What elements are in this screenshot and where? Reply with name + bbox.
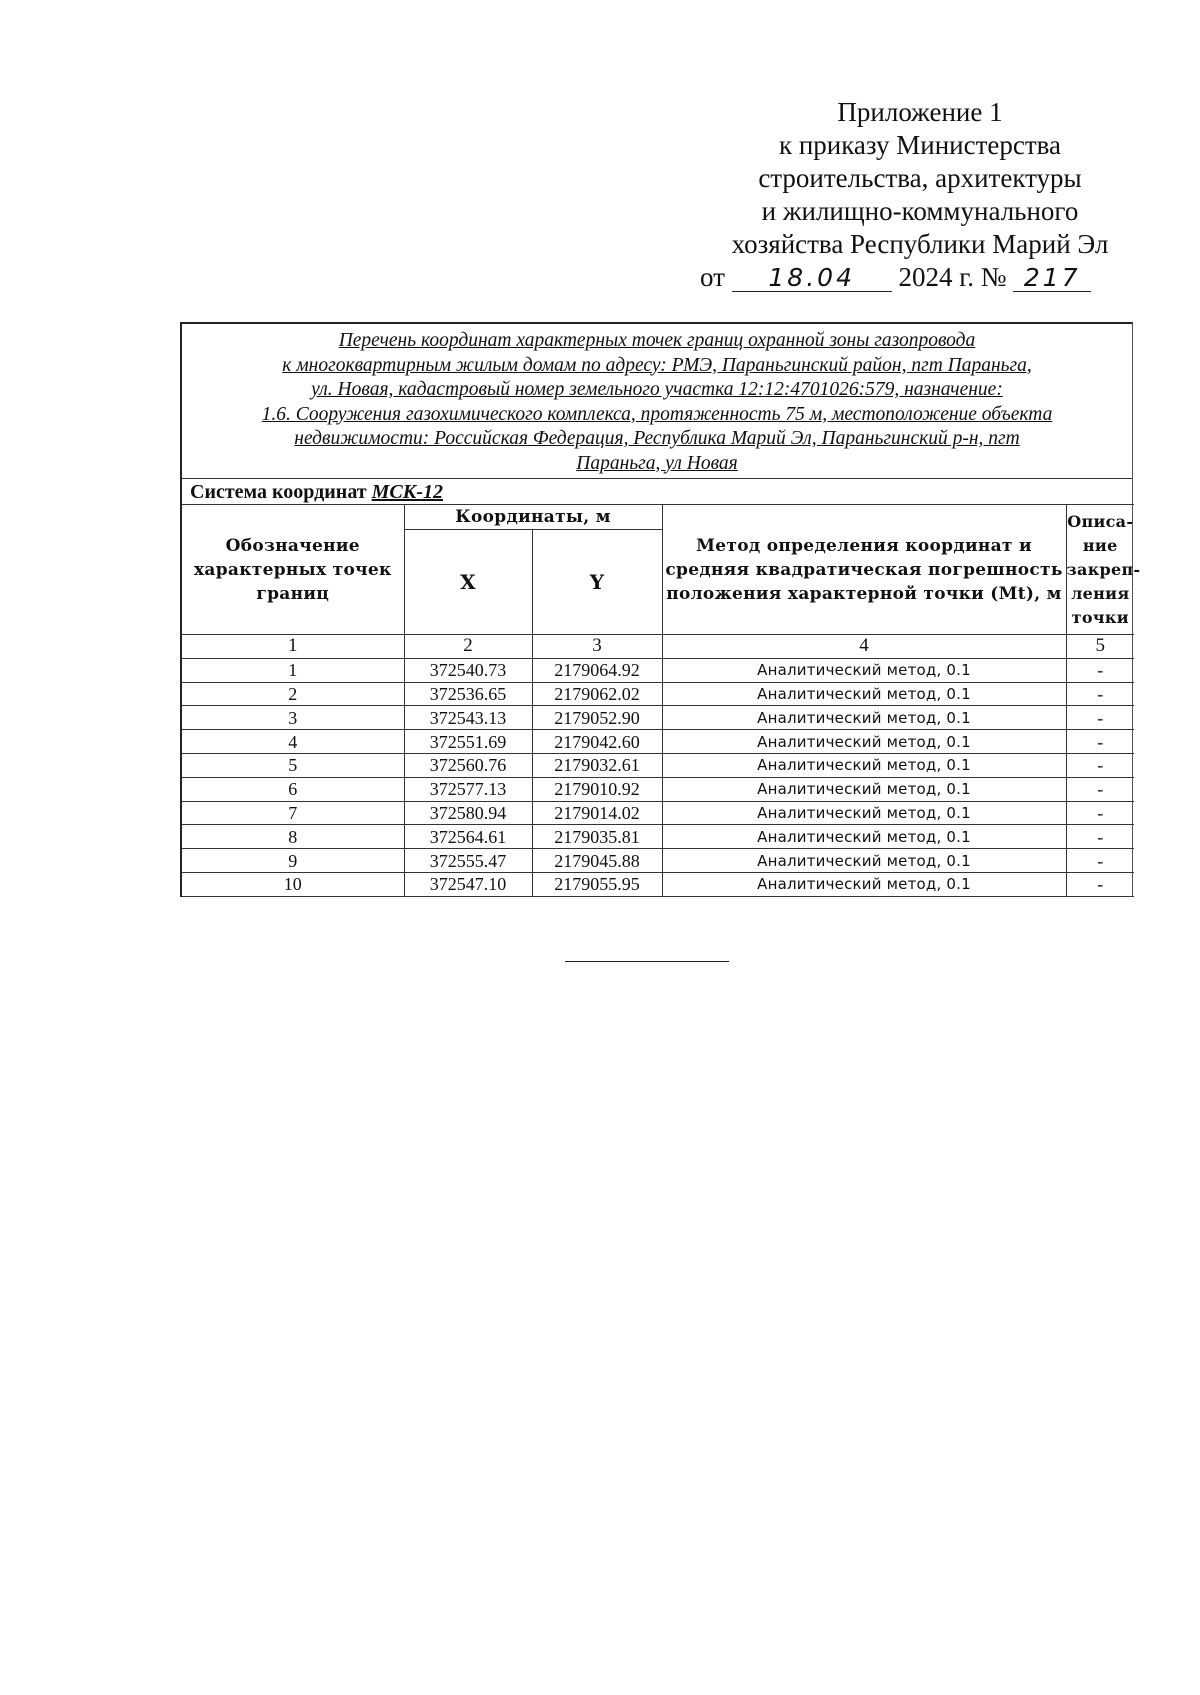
date-prefix: от — [700, 262, 725, 292]
method-cell: Аналитический метод, 0.1 — [662, 872, 1066, 896]
y-coordinate-cell: 2179042.60 — [532, 730, 662, 754]
description-cell: - — [1066, 730, 1134, 754]
table-row — [182, 730, 1134, 754]
x-coordinate-cell: 372564.61 — [404, 825, 532, 849]
point-cell: 6 — [182, 777, 404, 801]
y-coordinate-cell: 2179062.02 — [532, 682, 662, 706]
description-cell: - — [1066, 849, 1134, 873]
heading-line: к многоквартирным жилым домам по адресу: РМЭ, Параньгинский район, пгт Параньга, — [282, 354, 1032, 376]
heading-line: ул. Новая, кадастровый номер земельного участка 12:12:4701026:579, назначение: — [311, 379, 1003, 400]
column-numbers-row — [182, 635, 1134, 659]
heading-line: 1.6. Сооружения газохимического комплекса, протяженность 75 м, местоположение объекта — [261, 403, 1053, 425]
y-coordinate-cell: 2179014.02 — [532, 801, 662, 825]
y-coordinate-cell: 2179052.90 — [532, 706, 662, 730]
table-heading — [182, 324, 1132, 479]
point-cell: 2 — [182, 682, 404, 706]
x-coordinate-cell: 372555.47 — [404, 849, 532, 873]
header-method: Метод определения координат и средняя квадратическая погрешность положения характерной точки (Mt), м — [662, 505, 1066, 635]
x-coordinate-cell: 372540.73 — [404, 658, 532, 682]
table-row — [182, 801, 1134, 825]
x-coordinate-cell: 372551.69 — [404, 730, 532, 754]
y-coordinate-cell: 2179064.92 — [532, 658, 662, 682]
description-cell: - — [1066, 801, 1134, 825]
header-y: Y — [532, 530, 662, 635]
heading-line: Параньга, ул Новая — [576, 452, 738, 474]
x-coordinate-cell: 372580.94 — [404, 801, 532, 825]
point-cell: 8 — [182, 825, 404, 849]
x-coordinate-cell: 372577.13 — [404, 777, 532, 801]
method-cell: Аналитический метод, 0.1 — [662, 849, 1066, 873]
point-cell: 4 — [182, 730, 404, 754]
column-number: 4 — [662, 635, 1066, 659]
heading-line: Перечень координат характерных точек границ охранной зоны газопровода — [338, 330, 976, 351]
point-cell: 7 — [182, 801, 404, 825]
description-cell: - — [1066, 872, 1134, 896]
coordinates-table — [182, 504, 1141, 897]
y-coordinate-cell: 2179035.81 — [532, 825, 662, 849]
end-separator-line — [565, 961, 729, 962]
year-number-label: 2024 г. № — [898, 262, 1007, 292]
column-number: 5 — [1066, 635, 1134, 659]
method-cell: Аналитический метод, 0.1 — [662, 801, 1066, 825]
table-row — [182, 706, 1134, 730]
method-cell: Аналитический метод, 0.1 — [662, 730, 1066, 754]
system-label: Система координат — [190, 481, 367, 503]
y-coordinate-cell: 2179055.95 — [532, 872, 662, 896]
coordinates-document-frame — [180, 322, 1141, 897]
description-cell: - — [1066, 706, 1134, 730]
coordinate-system-label — [182, 479, 1132, 504]
point-cell: 10 — [182, 872, 404, 896]
table-row — [182, 753, 1134, 777]
table-row — [182, 849, 1134, 873]
header-coordinates: Координаты, м — [404, 505, 662, 530]
table-row — [182, 825, 1134, 849]
method-cell: Аналитический метод, 0.1 — [662, 682, 1066, 706]
column-number: 2 — [404, 635, 532, 659]
table-row — [182, 682, 1134, 706]
header-x: X — [404, 530, 532, 635]
order-date-line — [690, 261, 1150, 294]
description-cell: - — [1066, 753, 1134, 777]
order-date-handwritten: 18.04 — [732, 265, 892, 292]
point-cell: 9 — [182, 849, 404, 873]
x-coordinate-cell: 372547.10 — [404, 872, 532, 896]
x-coordinate-cell: 372543.13 — [404, 706, 532, 730]
method-cell: Аналитический метод, 0.1 — [662, 658, 1066, 682]
appendix-header — [690, 96, 1150, 294]
x-coordinate-cell: 372536.65 — [404, 682, 532, 706]
point-cell: 5 — [182, 753, 404, 777]
table-row — [182, 777, 1134, 801]
appendix-title: Приложение 1 — [837, 97, 1003, 127]
order-number-handwritten: 217 — [1013, 265, 1091, 292]
appendix-line: хозяйства Республики Марий Эл — [731, 229, 1109, 259]
column-number: 3 — [532, 635, 662, 659]
column-number: 1 — [182, 635, 404, 659]
table-row — [182, 872, 1134, 896]
point-cell: 1 — [182, 658, 404, 682]
method-cell: Аналитический метод, 0.1 — [662, 706, 1066, 730]
appendix-line: к приказу Министерства — [778, 130, 1062, 160]
y-coordinate-cell: 2179045.88 — [532, 849, 662, 873]
header-designation: Обозначение характерных точек границ — [182, 505, 404, 635]
description-cell: - — [1066, 825, 1134, 849]
y-coordinate-cell: 2179032.61 — [532, 753, 662, 777]
appendix-line: и жилищно-коммунального — [761, 196, 1079, 226]
heading-line: недвижимости: Российская Федерация, Республика Марий Эл, Параньгинский р-н, пгт — [294, 428, 1020, 449]
x-coordinate-cell: 372560.76 — [404, 753, 532, 777]
table-row — [182, 658, 1134, 682]
method-cell: Аналитический метод, 0.1 — [662, 753, 1066, 777]
method-cell: Аналитический метод, 0.1 — [662, 825, 1066, 849]
description-cell: - — [1066, 682, 1134, 706]
point-cell: 3 — [182, 706, 404, 730]
header-description: Описа- ние закреп- ления точки — [1066, 505, 1134, 635]
description-cell: - — [1066, 658, 1134, 682]
y-coordinate-cell: 2179010.92 — [532, 777, 662, 801]
description-cell: - — [1066, 777, 1134, 801]
appendix-line: строительства, архитектуры — [758, 163, 1082, 193]
system-value: МСК-12 — [371, 481, 443, 503]
method-cell: Аналитический метод, 0.1 — [662, 777, 1066, 801]
